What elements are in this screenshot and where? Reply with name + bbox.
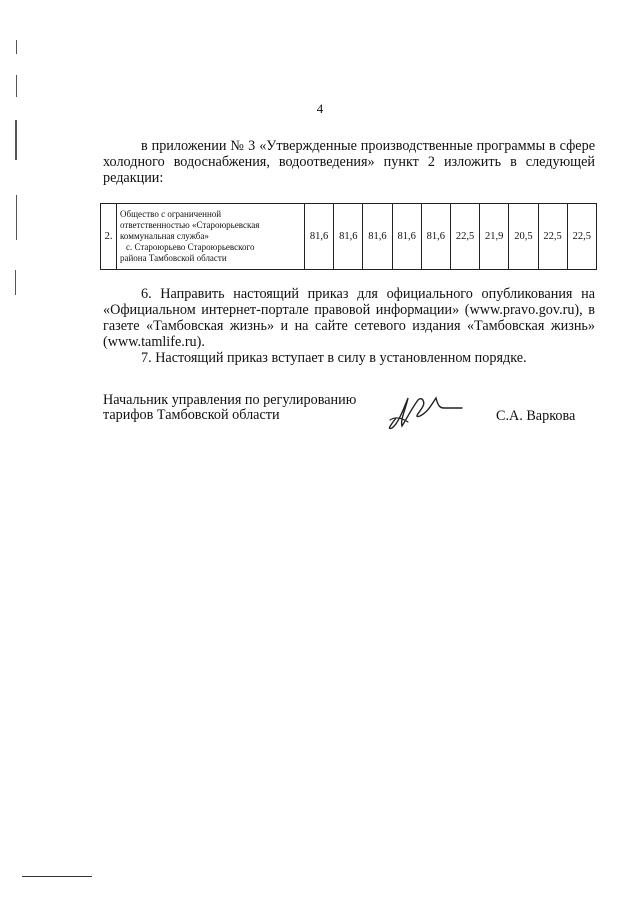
footer-divider xyxy=(22,876,92,877)
value-cell: 22,5 xyxy=(538,204,567,270)
row-number: 2. xyxy=(101,204,117,270)
scan-artifact xyxy=(16,195,17,240)
scan-artifact xyxy=(16,40,17,54)
value-cell: 81,6 xyxy=(363,204,392,270)
scan-artifact xyxy=(15,270,16,295)
item-7-paragraph: 7. Настоящий приказ вступает в силу в установленном порядке. xyxy=(141,350,527,366)
value-cell: 81,6 xyxy=(392,204,421,270)
value-cell: 81,6 xyxy=(421,204,450,270)
organization-line: ответственностью «Староюрьевская xyxy=(120,220,260,230)
value-cell: 21,9 xyxy=(480,204,509,270)
value-cell: 22,5 xyxy=(567,204,596,270)
table-row xyxy=(101,204,597,270)
intro-paragraph: в приложении № 3 «Утвержденные производственные программы в сфере холодного водоснабжения, водоотведения» пункт 2 изложить в следующей редакции: xyxy=(103,138,595,186)
value-cell: 22,5 xyxy=(450,204,479,270)
page-number: 4 xyxy=(316,101,324,116)
organization-line: с. Староюрьево Староюрьевского xyxy=(126,242,255,252)
value-cell: 81,6 xyxy=(334,204,363,270)
signatory-name: С.А. Варкова xyxy=(496,408,576,424)
item-6-paragraph: 6. Направить настоящий приказ для официального опубликования на «Официальном интернет-портале правовой информации» (www.pravo.gov.ru), в газете «Тамбовская жизнь» и на сайте сетевого издания «Тамбовская жизнь» (www.tamlife.ru). xyxy=(103,286,595,350)
organization-line: района Тамбовской области xyxy=(120,253,227,263)
organization-cell xyxy=(117,204,305,270)
signatory-title-line: тарифов Тамбовской области xyxy=(103,407,280,423)
organization-line: коммунальная служба» xyxy=(120,231,209,241)
handwritten-signature xyxy=(382,378,477,438)
scan-artifact xyxy=(16,75,17,97)
signatory-title-line: Начальник управления по регулированию xyxy=(103,392,357,408)
value-cell: 20,5 xyxy=(509,204,538,270)
organization-line: Общество с ограниченной xyxy=(120,209,222,219)
value-cell: 81,6 xyxy=(305,204,334,270)
programs-table xyxy=(100,203,597,270)
signatory-title xyxy=(103,393,356,423)
scan-artifact xyxy=(15,120,17,160)
